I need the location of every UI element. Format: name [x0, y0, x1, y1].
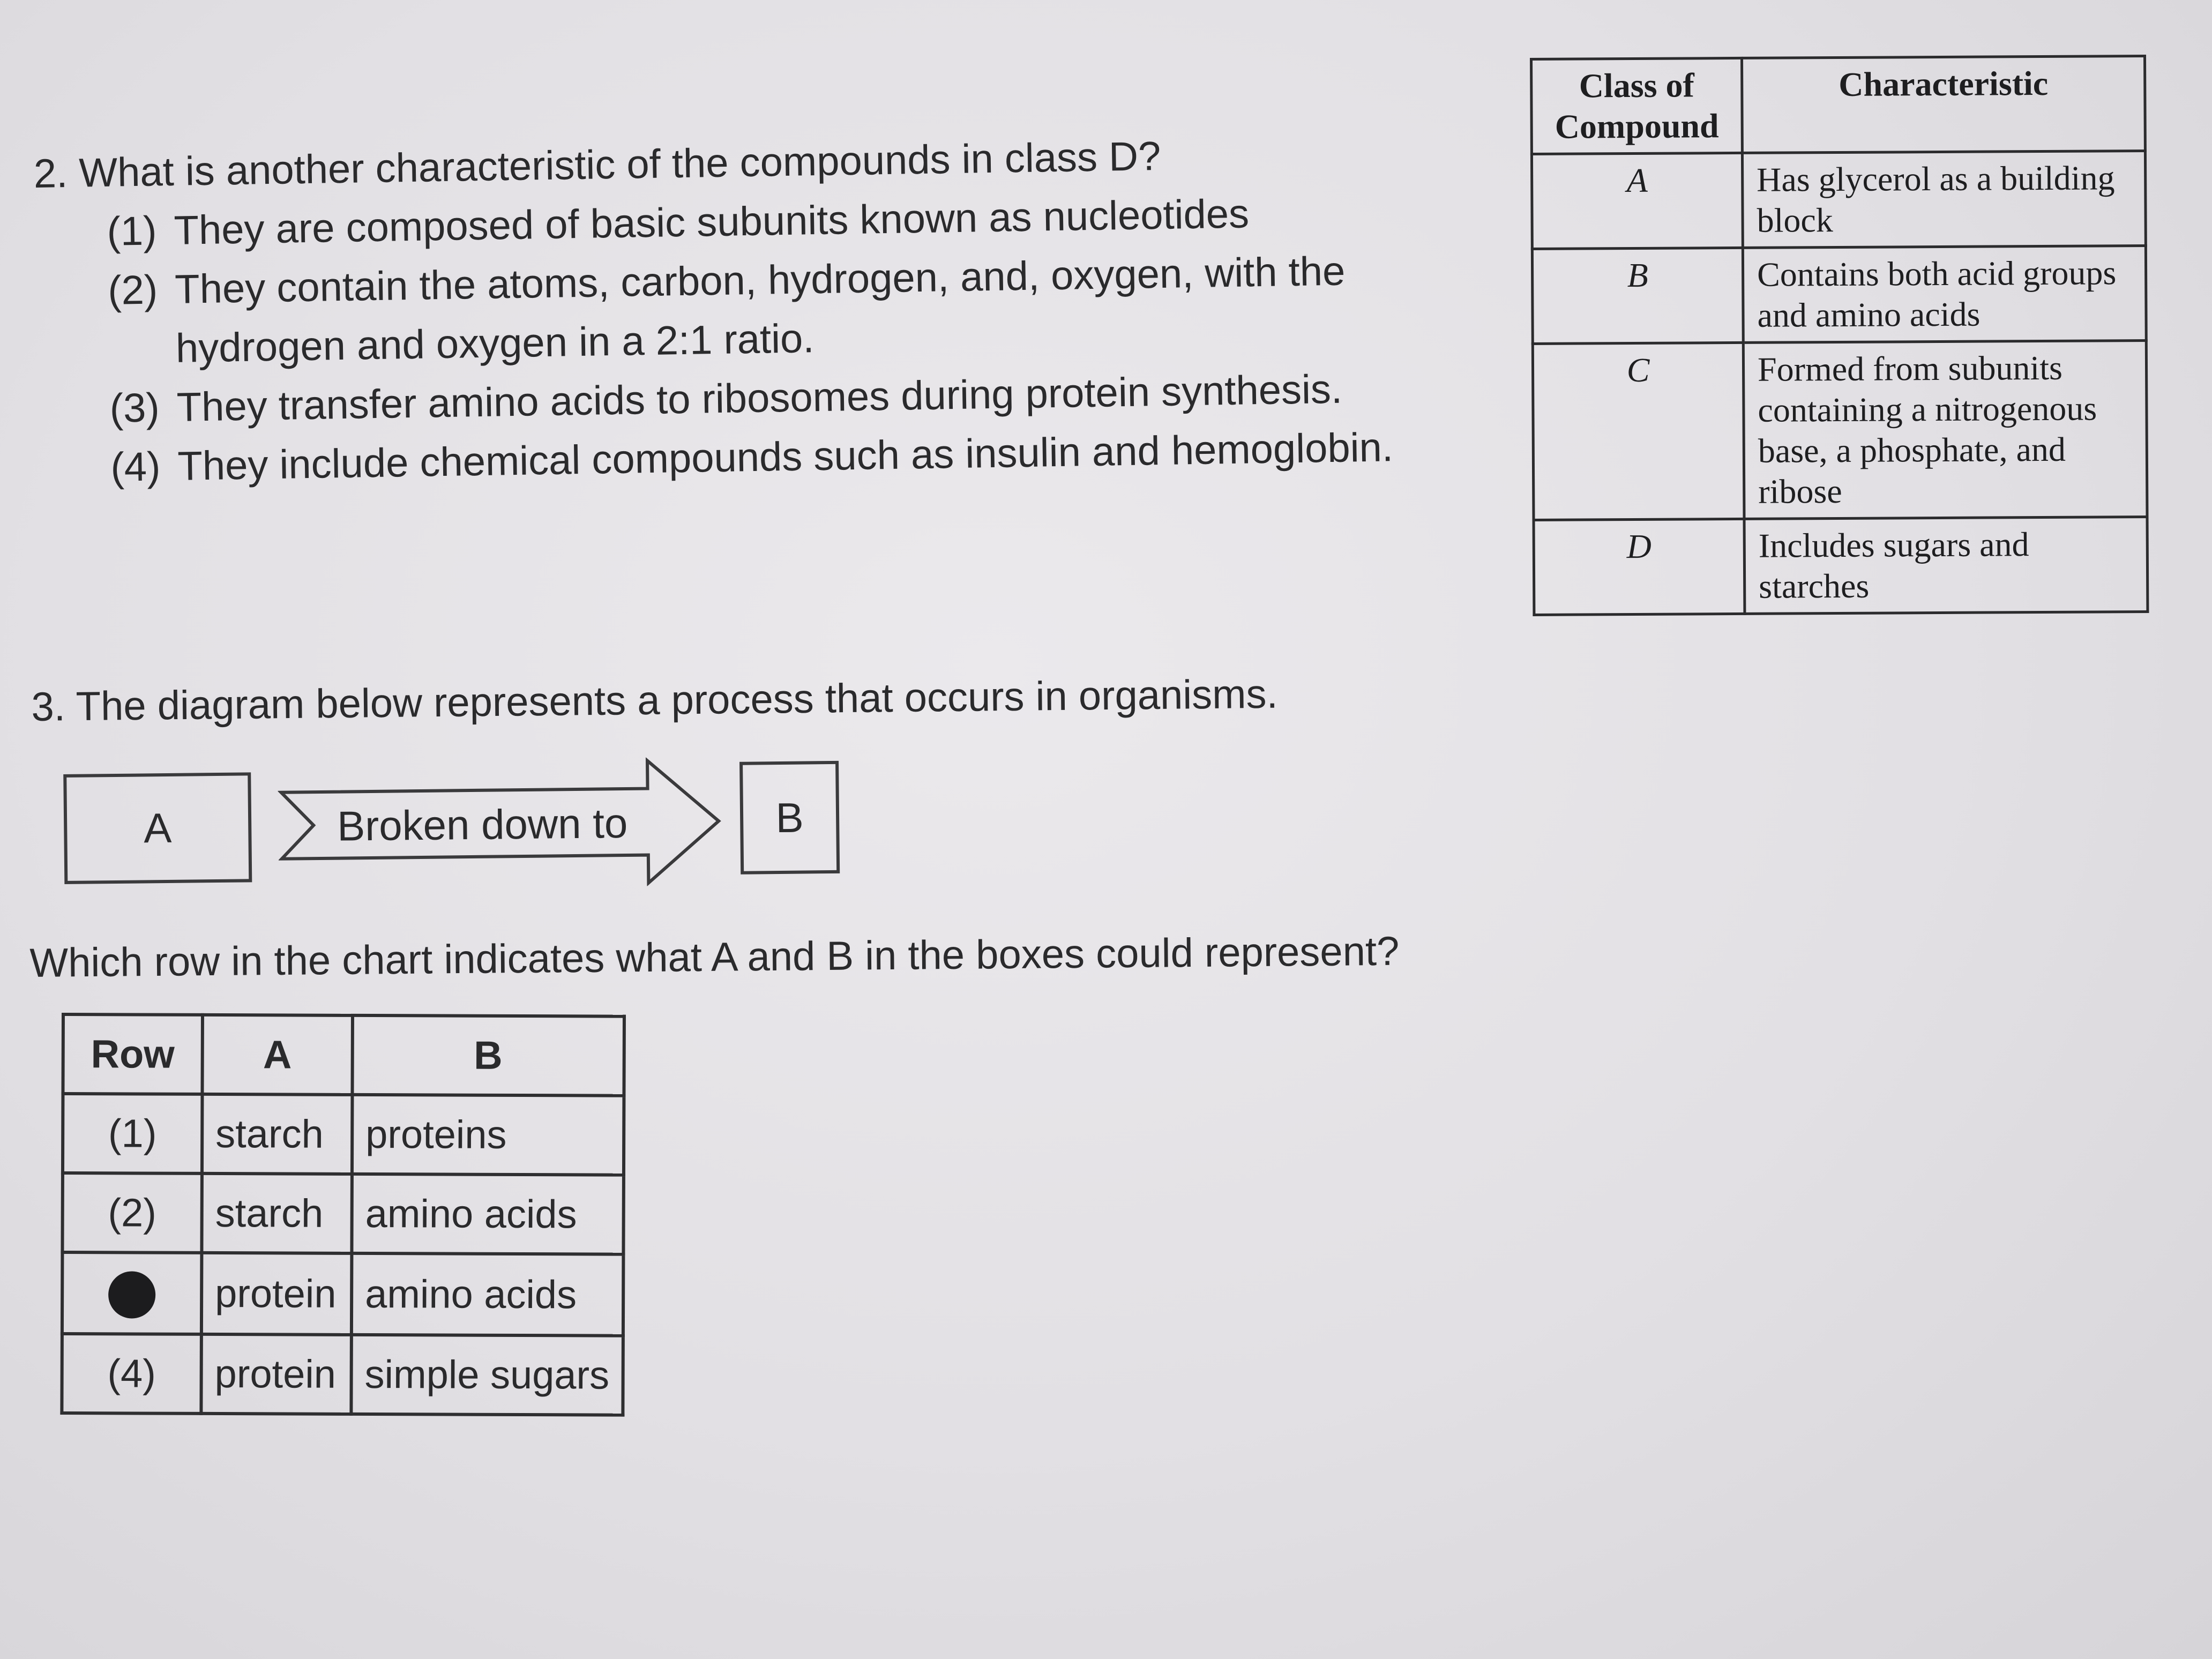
row-a-cell: protein — [201, 1334, 352, 1414]
option-number: (1) — [106, 208, 158, 255]
compound-row-a — [1531, 151, 2146, 249]
compound-row-c — [1533, 340, 2147, 520]
header-b: B — [352, 1015, 624, 1096]
row-b-cell: proteins — [352, 1095, 624, 1175]
row-number-cell-marked — [62, 1252, 202, 1334]
answer-row-1 — [63, 1094, 624, 1175]
characteristic-cell: Has glycerol as a building block — [1742, 151, 2146, 248]
option-number: (3) — [109, 385, 160, 431]
header-row: Row — [63, 1014, 203, 1094]
process-diagram — [63, 756, 857, 892]
option-text: They contain the atoms, carbon, hydrogen, and, oxygen, with the hydrogen and oxygen in a 2:1 ratio. — [174, 248, 1346, 371]
class-cell: D — [1534, 519, 1745, 615]
row-a-cell: protein — [201, 1253, 352, 1335]
compound-class-table — [1530, 55, 2149, 616]
answer-row-4 — [62, 1334, 623, 1415]
answer-row-2 — [62, 1173, 623, 1254]
answer-table-header-row — [63, 1014, 624, 1096]
class-cell: C — [1533, 342, 1744, 520]
answer-row-3 — [62, 1252, 623, 1336]
question-2 — [33, 122, 1475, 498]
answer-chart-table — [60, 1013, 625, 1417]
pencil-mark-icon — [108, 1272, 155, 1319]
row-b-cell: amino acids — [352, 1174, 623, 1254]
characteristic-cell: Formed from subunits containing a nitrogenous base, a phosphate, and ribose — [1743, 340, 2147, 519]
question-3-prompt: Which row in the chart indicates what A and B in the boxes could represent? — [29, 928, 1400, 986]
option-text: They are composed of basic subunits known as nucleotides — [173, 191, 1250, 253]
option-text: They include chemical compounds such as insulin and hemoglobin. — [177, 424, 1394, 489]
arrow-label: Broken down to — [337, 799, 628, 850]
characteristic-cell: Includes sugars and starches — [1744, 517, 2148, 614]
diagram-box-b — [739, 761, 840, 875]
characteristic-cell: Contains both acid groups and amino acids — [1743, 245, 2146, 342]
row-number-cell: (1) — [63, 1094, 203, 1174]
header-a: A — [202, 1015, 353, 1095]
header-class-of-compound: Class of Compound — [1531, 58, 1743, 154]
row-b-cell: simple sugars — [351, 1335, 623, 1415]
header-characteristic: Characteristic — [1742, 56, 2146, 153]
class-cell: A — [1531, 153, 1743, 249]
box-a-label: A — [143, 804, 172, 852]
class-cell: B — [1532, 248, 1743, 343]
question-3-stem: 3. The diagram below represents a process that occurs in organisms. — [31, 671, 1279, 730]
option-number: (4) — [110, 444, 161, 490]
compound-table-header-row — [1531, 56, 2146, 154]
row-number-cell: (2) — [62, 1173, 202, 1253]
row-a-cell: starch — [201, 1174, 352, 1253]
option-number: (2) — [107, 267, 158, 313]
compound-row-d — [1534, 517, 2148, 615]
question-2-option-2 — [35, 240, 1473, 380]
row-a-cell: starch — [202, 1094, 353, 1174]
compound-row-b — [1532, 245, 2146, 343]
row-number-cell: (4) — [62, 1334, 201, 1414]
row-b-cell: amino acids — [352, 1253, 623, 1336]
option-text: They transfer amino acids to ribosomes during protein synthesis. — [176, 366, 1343, 430]
question-2-stem: 2. What is another characteristic of the compounds in class D? — [33, 133, 1161, 197]
box-b-label: B — [775, 794, 804, 841]
diagram-box-a — [63, 772, 252, 884]
